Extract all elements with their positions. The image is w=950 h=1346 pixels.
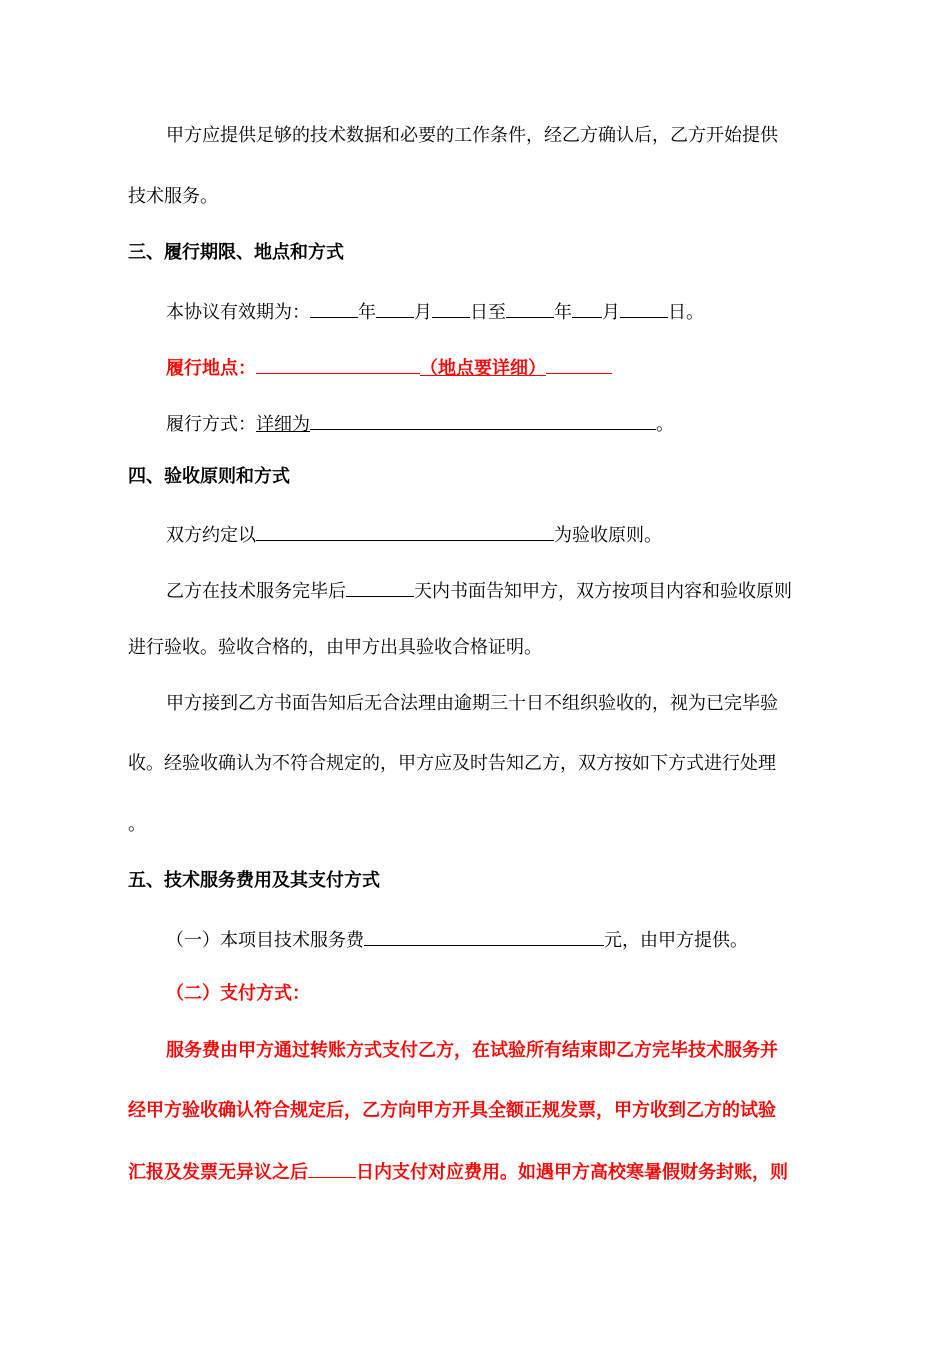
blank-field xyxy=(310,409,656,430)
blank-field xyxy=(432,297,470,318)
term-day-1: 日至 xyxy=(470,302,506,323)
paragraph-line: 技术服务。 xyxy=(128,186,218,207)
place-line xyxy=(166,353,612,381)
term-month-2: 月 xyxy=(602,302,620,323)
method-value: 详细为 xyxy=(256,414,310,435)
blank-field xyxy=(572,297,602,318)
method-label: 履行方式： xyxy=(166,414,256,435)
paragraph-line: 进行验收。验收合格的，由甲方出具验收合格证明。 xyxy=(128,637,542,658)
payment-label: （二）支付方式： xyxy=(166,983,310,1004)
fee-suffix: 元，由甲方提供。 xyxy=(604,930,748,951)
place-note: （地点要详细） xyxy=(420,358,546,379)
blank-field xyxy=(364,925,604,946)
principle-suffix: 为验收原则。 xyxy=(554,525,662,546)
notify-suffix: 天内书面告知甲方，双方按项目内容和验收原则 xyxy=(414,581,792,602)
blank-field xyxy=(346,576,414,597)
blank-field xyxy=(546,353,612,374)
payment-prefix: 汇报及发票无异议之后 xyxy=(128,1162,308,1183)
section-heading: 三、履行期限、地点和方式 xyxy=(128,242,344,263)
section-heading: 四、验收原则和方式 xyxy=(128,466,290,487)
term-day-2: 日。 xyxy=(668,302,704,323)
term-year-2: 年 xyxy=(554,302,572,323)
blank-field xyxy=(620,297,668,318)
paragraph-line: 甲方应提供足够的技术数据和必要的工作条件，经乙方确认后，乙方开始提供 xyxy=(166,125,778,146)
blank-field xyxy=(256,353,420,374)
paragraph-line: 收。经验收确认为不符合规定的，甲方应及时告知乙方，双方按如下方式进行处理 xyxy=(128,753,776,774)
method-end: 。 xyxy=(656,414,674,435)
payment-suffix: 日内支付对应费用。如遇甲方高校寒暑假财务封账，则 xyxy=(356,1162,788,1183)
term-prefix: 本协议有效期为： xyxy=(166,302,310,323)
place-label: 履行地点： xyxy=(166,358,256,379)
notify-line xyxy=(166,576,792,604)
paragraph-line: 甲方接到乙方书面告知后无合法理由逾期三十日不组织验收的，视为已完毕验 xyxy=(166,693,778,714)
term-line xyxy=(166,297,704,325)
section-heading: 五、技术服务费用及其支付方式 xyxy=(128,870,380,891)
blank-field xyxy=(506,297,554,318)
principle-line xyxy=(166,520,662,548)
term-year-1: 年 xyxy=(358,302,376,323)
payment-days-line xyxy=(128,1157,788,1185)
blank-field xyxy=(308,1157,356,1178)
paragraph-line: 服务费由甲方通过转账方式支付乙方，在试验所有结束即乙方完毕技术服务并 xyxy=(166,1040,778,1061)
paragraph-line: 经甲方验收确认符合规定后，乙方向甲方开具全额正规发票，甲方收到乙方的试验 xyxy=(128,1100,776,1121)
fee-prefix: （一）本项目技术服务费 xyxy=(166,930,364,951)
blank-field xyxy=(376,297,414,318)
term-month-1: 月 xyxy=(414,302,432,323)
fee-line xyxy=(166,925,748,953)
blank-field xyxy=(256,520,554,541)
paragraph-line: 。 xyxy=(128,814,146,835)
blank-field xyxy=(310,297,358,318)
principle-prefix: 双方约定以 xyxy=(166,525,256,546)
method-line xyxy=(166,409,674,437)
notify-prefix: 乙方在技术服务完毕后 xyxy=(166,581,346,602)
